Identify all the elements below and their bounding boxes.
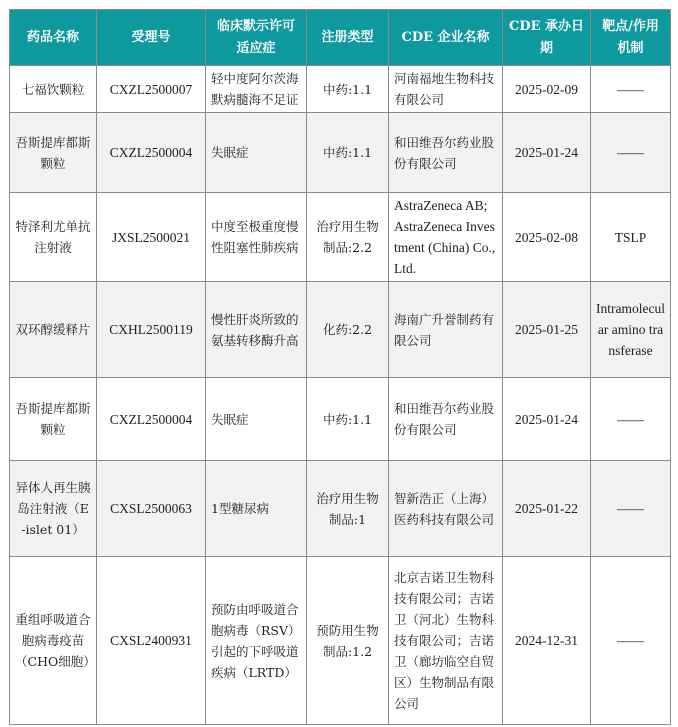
cell-company: AstraZeneca AB; AstraZeneca Investment (China) Co., Ltd. bbox=[389, 193, 503, 282]
cell-company: 和田维吾尔药业股份有限公司 bbox=[389, 113, 503, 193]
cell-target: —— bbox=[591, 557, 671, 725]
header-registration-type: 注册类型 bbox=[307, 10, 389, 66]
table-row bbox=[10, 66, 671, 113]
header-indication: 临床默示许可适应症 bbox=[206, 10, 307, 66]
cell-date: 2025-02-09 bbox=[503, 66, 591, 113]
cell-drug-name: 七福饮颗粒 bbox=[10, 66, 97, 113]
cell-drug-name: 吾斯提库都斯颗粒 bbox=[10, 378, 97, 461]
cell-target: —— bbox=[591, 378, 671, 461]
cell-date: 2024-12-31 bbox=[503, 557, 591, 725]
cell-registration-type: 治疗用生物制品:2.2 bbox=[307, 193, 389, 282]
header-company: CDE 企业名称 bbox=[389, 10, 503, 66]
cell-company: 智新浩正（上海）医药科技有限公司 bbox=[389, 461, 503, 557]
cell-acceptance-no: CXZL2500007 bbox=[97, 66, 206, 113]
cell-target: Intramolecular amino transferase bbox=[591, 282, 671, 378]
header-target: 靶点/作用机制 bbox=[591, 10, 671, 66]
header-date: CDE 承办日期 bbox=[503, 10, 591, 66]
cell-company: 和田维吾尔药业股份有限公司 bbox=[389, 378, 503, 461]
header-acceptance-no: 受理号 bbox=[97, 10, 206, 66]
cell-date: 2025-02-08 bbox=[503, 193, 591, 282]
cell-indication: 慢性肝炎所致的氨基转移酶升高 bbox=[206, 282, 307, 378]
table-row bbox=[10, 282, 671, 378]
cell-company: 北京吉诺卫生物科技有限公司；吉诺卫（河北）生物科技有限公司；吉诺卫（廊坊临空自贸区）生物制品有限公司 bbox=[389, 557, 503, 725]
header-drug-name: 药品名称 bbox=[10, 10, 97, 66]
cell-target: —— bbox=[591, 461, 671, 557]
cell-indication: 失眠症 bbox=[206, 378, 307, 461]
cell-acceptance-no: CXHL2500119 bbox=[97, 282, 206, 378]
cell-date: 2025-01-25 bbox=[503, 282, 591, 378]
cell-registration-type: 中药:1.1 bbox=[307, 378, 389, 461]
cell-drug-name: 双环醇缓释片 bbox=[10, 282, 97, 378]
cell-indication: 1型糖尿病 bbox=[206, 461, 307, 557]
cell-indication: 预防由呼吸道合胞病毒（RSV）引起的下呼吸道疾病（LRTD） bbox=[206, 557, 307, 725]
cell-drug-name: 异体人再生胰岛注射液（E-islet 01） bbox=[10, 461, 97, 557]
table-row bbox=[10, 378, 671, 461]
header-row bbox=[10, 10, 671, 66]
cell-registration-type: 治疗用生物制品:1 bbox=[307, 461, 389, 557]
drug-approval-table bbox=[9, 9, 671, 725]
cell-drug-name: 吾斯提库都斯颗粒 bbox=[10, 113, 97, 193]
cell-indication: 中度至极重度慢性阻塞性肺疾病 bbox=[206, 193, 307, 282]
cell-indication: 轻中度阿尔茨海默病髓海不足证 bbox=[206, 66, 307, 113]
cell-date: 2025-01-24 bbox=[503, 378, 591, 461]
cell-target: TSLP bbox=[591, 193, 671, 282]
cell-drug-name: 重组呼吸道合胞病毒疫苗（CHO细胞） bbox=[10, 557, 97, 725]
cell-registration-type: 预防用生物制品:1.2 bbox=[307, 557, 389, 725]
cell-company: 海南广升誉制药有限公司 bbox=[389, 282, 503, 378]
cell-company: 河南福地生物科技有限公司 bbox=[389, 66, 503, 113]
cell-acceptance-no: CXZL2500004 bbox=[97, 113, 206, 193]
cell-indication: 失眠症 bbox=[206, 113, 307, 193]
cell-date: 2025-01-24 bbox=[503, 113, 591, 193]
cell-registration-type: 中药:1.1 bbox=[307, 66, 389, 113]
table-row bbox=[10, 557, 671, 725]
cell-acceptance-no: JXSL2500021 bbox=[97, 193, 206, 282]
cell-target: —— bbox=[591, 66, 671, 113]
cell-registration-type: 中药:1.1 bbox=[307, 113, 389, 193]
cell-acceptance-no: CXZL2500004 bbox=[97, 378, 206, 461]
table-row bbox=[10, 193, 671, 282]
cell-drug-name: 特泽利尤单抗注射液 bbox=[10, 193, 97, 282]
cell-acceptance-no: CXSL2500063 bbox=[97, 461, 206, 557]
cell-registration-type: 化药:2.2 bbox=[307, 282, 389, 378]
cell-acceptance-no: CXSL2400931 bbox=[97, 557, 206, 725]
cell-target: —— bbox=[591, 113, 671, 193]
table-row bbox=[10, 461, 671, 557]
table-row bbox=[10, 113, 671, 193]
cell-date: 2025-01-22 bbox=[503, 461, 591, 557]
